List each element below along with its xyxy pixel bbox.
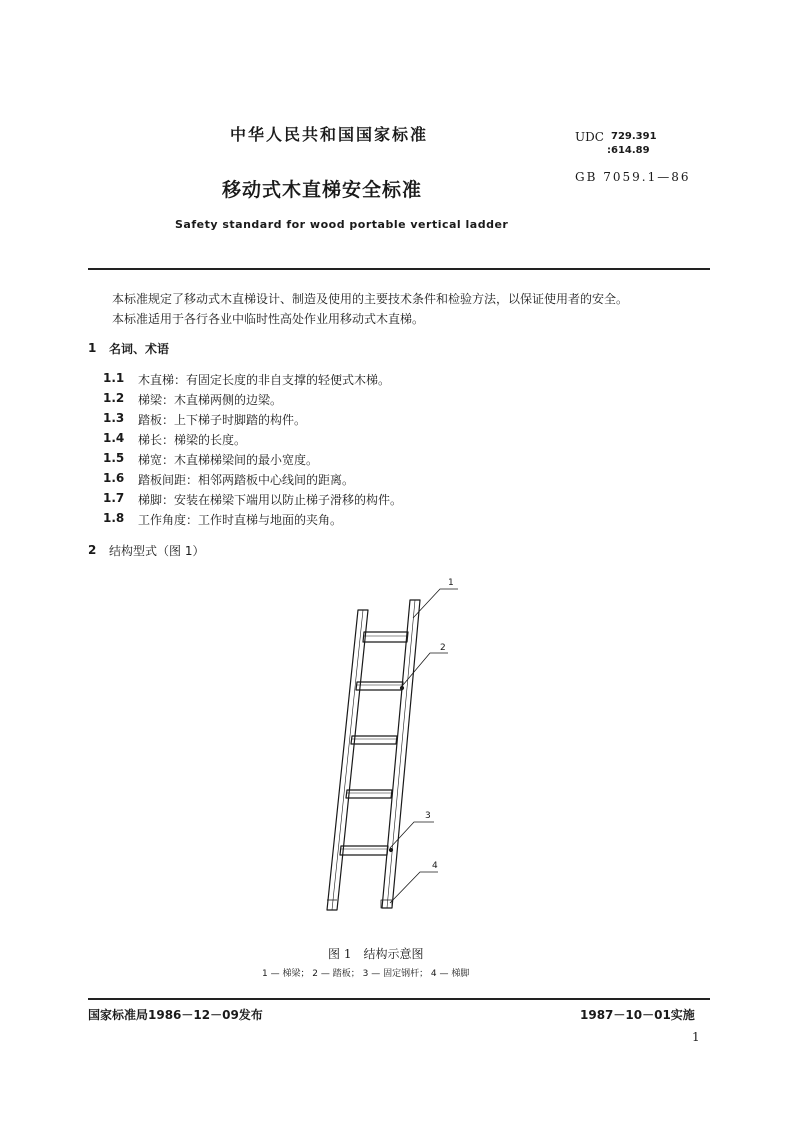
rung [346,790,392,798]
intro-paragraph-1: 本标准规定了移动式木直梯设计、制造及使用的主要技术条件和检验方法，以保证使用者的安全。 [112,292,629,306]
figure-caption: 图 1 结构示意图 [328,947,424,961]
page-number: 1 [692,1030,700,1044]
intro-paragraph-2: 本标准适用于各行各业中临时性高处作业用移动式木直梯。 [112,312,425,326]
leader-line-4 [390,872,438,903]
udc-code-secondary: :614.89 [607,145,650,156]
definition-number: 1.3 [103,411,125,425]
figure-label-2: 2 [440,643,446,653]
header-divider [88,268,710,270]
section-1-number: 1 [88,341,97,355]
definition-text: 木直梯：有固定长度的非自支撑的轻便式木梯。 [138,373,391,387]
definition-number: 1.5 [103,451,125,465]
figure-label-3: 3 [425,811,431,821]
udc-label: UDC [575,130,604,144]
steel-rod [401,687,404,690]
definition-text: 踏板间距：相邻两踏板中心线间的距离。 [138,473,355,487]
rung [351,736,397,744]
issued-date: 国家标准局1986－12－09发布 [88,1008,263,1022]
gb-code: GB 7059.1—86 [575,170,691,184]
figure-label-1: 1 [448,578,454,588]
footer-divider [88,998,710,1000]
section-2-title: 结构型式（图 1） [109,544,205,558]
definition-text: 梯长：梯梁的长度。 [138,433,247,447]
left-rail [327,610,368,910]
section-1-title: 名词、术语 [109,342,170,356]
steel-rod [390,849,393,852]
effective-date: 1987－10－01实施 [580,1008,695,1022]
definition-number: 1.6 [103,471,125,485]
rung [363,632,408,642]
page-title-english: Safety standard for wood portable vertical ladder [175,218,509,231]
definition-number: 1.4 [103,431,125,445]
right-rail [381,600,420,908]
national-standard-heading: 中华人民共和国国家标准 [230,125,429,144]
figure-label-4: 4 [432,861,438,871]
rung [340,846,388,855]
definition-number: 1.7 [103,491,125,505]
definition-text: 踏板：上下梯子时脚踏的构件。 [138,413,307,427]
page-title: 移动式木直梯安全标准 [222,179,423,201]
udc-code: 729.391 [611,131,657,142]
ladder-diagram [310,570,470,920]
definition-text: 梯宽：木直梯梯梁间的最小宽度。 [138,453,319,467]
definition-number: 1.1 [103,371,125,385]
rung [356,682,403,690]
section-2-number: 2 [88,543,97,557]
figure-legend: 1 — 梯梁； 2 — 踏板； 3 — 固定钢杆； 4 — 梯脚 [262,969,470,979]
definition-number: 1.2 [103,391,125,405]
definition-number: 1.8 [103,511,125,525]
leader-line-3 [390,822,434,848]
definition-text: 梯脚：安装在梯梁下端用以防止梯子滑移的构件。 [138,493,403,507]
definition-text: 梯梁：木直梯两侧的边梁。 [138,393,283,407]
definition-text: 工作角度：工作时直梯与地面的夹角。 [138,513,343,527]
